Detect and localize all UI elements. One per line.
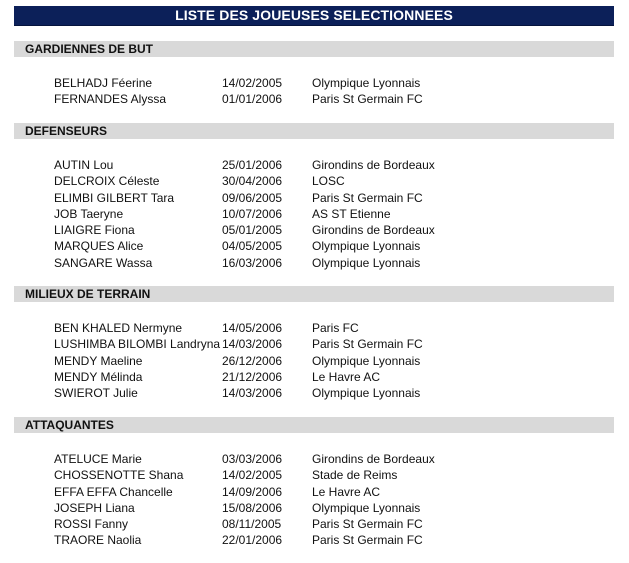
player-name: LUSHIMBA BILOMBI Landryna [54,337,221,352]
player-name: JOSEPH Liana [54,500,135,515]
player-club: Paris St Germain FC [312,337,423,352]
player-birthdate: 14/02/2005 [222,76,283,90]
player-row [14,336,614,352]
player-birthdate: 14/02/2005 [222,468,283,483]
player-club: Girondins de Bordeaux [312,452,435,466]
section-header: ATTAQUANTES [14,417,614,433]
player-name: CHOSSENOTTE Shana [54,468,184,483]
player-name: FERNANDES Alyssa [54,92,167,107]
player-birthdate: 25/01/2006 [222,158,283,172]
player-row [14,451,614,467]
player-birthdate: 03/03/2006 [222,452,283,466]
player-club: Paris St Germain FC [312,533,423,548]
player-club: Girondins de Bordeaux [312,223,435,238]
section-header: GARDIENNES DE BUT [14,41,614,57]
player-name: TRAORE Naolia [54,533,142,548]
player-club: Paris St Germain FC [312,517,423,532]
player-birthdate: 09/06/2005 [222,190,283,205]
player-birthdate: 01/01/2006 [222,92,283,107]
player-club: Paris FC [312,321,359,335]
player-row [14,532,614,548]
player-birthdate: 26/12/2006 [222,353,283,368]
player-list [14,157,614,271]
section-defenders [14,123,614,271]
player-row [14,157,614,173]
player-row [14,255,614,271]
player-list [14,75,614,108]
page-title: LISTE DES JOUEUSES SELECTIONNEES [14,6,614,26]
player-club: Le Havre AC [312,484,381,499]
player-birthdate: 15/08/2006 [222,500,283,515]
player-club: Olympique Lyonnais [312,255,421,270]
player-list [14,320,614,401]
player-name: LIAIGRE Fiona [54,223,135,238]
player-name: DELCROIX Céleste [54,174,160,189]
player-row [14,238,614,254]
player-row [14,190,614,206]
player-name: ROSSI Fanny [54,517,129,532]
player-row [14,173,614,189]
player-name: MENDY Mélinda [54,369,143,384]
player-birthdate: 08/11/2005 [222,517,282,532]
player-club: AS ST Etienne [312,206,391,221]
player-row [14,75,614,91]
section-goalkeepers [14,41,614,108]
player-row [14,353,614,369]
player-club: LOSC [312,174,345,189]
player-row [14,91,614,107]
player-birthdate: 21/12/2006 [222,369,283,384]
player-row [14,484,614,500]
player-name: SANGARE Wassa [54,255,153,270]
player-club: Olympique Lyonnais [312,353,421,368]
player-row [14,385,614,401]
player-name: EFFA EFFA Chancelle [54,484,173,499]
player-birthdate: 30/04/2006 [222,174,283,189]
player-row [14,516,614,532]
player-row [14,467,614,483]
player-name: SWIEROT Julie [54,386,138,401]
player-birthdate: 10/07/2006 [222,206,283,221]
player-club: Stade de Reims [312,468,398,483]
player-club: Olympique Lyonnais [312,386,421,401]
player-club: Le Havre AC [312,369,381,384]
player-row [14,500,614,516]
player-birthdate: 14/05/2006 [222,321,283,335]
player-name: BEN KHALED Nermyne [54,321,183,335]
player-birthdate: 14/09/2006 [222,484,283,499]
player-row [14,369,614,385]
player-birthdate: 04/05/2005 [222,239,283,254]
player-row [14,320,614,336]
player-list [14,451,614,549]
player-birthdate: 22/01/2006 [222,533,283,548]
player-name: ELIMBI GILBERT Tara [54,190,175,205]
player-name: JOB Taeryne [54,206,124,221]
player-name: BELHADJ Féerine [54,76,153,90]
player-name: MARQUES Alice [54,239,144,254]
section-midfielders [14,286,614,401]
player-birthdate: 05/01/2005 [222,223,283,238]
player-club: Girondins de Bordeaux [312,158,435,172]
player-club: Olympique Lyonnais [312,239,421,254]
section-forwards [14,417,614,549]
player-birthdate: 14/03/2006 [222,386,283,401]
player-club: Paris St Germain FC [312,190,423,205]
player-club: Olympique Lyonnais [312,76,421,90]
player-club: Paris St Germain FC [312,92,423,107]
player-row [14,206,614,222]
section-header: MILIEUX DE TERRAIN [14,286,614,302]
player-name: ATELUCE Marie [54,452,142,466]
player-name: AUTIN Lou [54,158,114,172]
player-birthdate: 14/03/2006 [222,337,283,352]
player-name: MENDY Maeline [54,353,143,368]
player-birthdate: 16/03/2006 [222,255,283,270]
section-header: DEFENSEURS [14,123,614,139]
player-row [14,222,614,238]
player-club: Olympique Lyonnais [312,500,421,515]
